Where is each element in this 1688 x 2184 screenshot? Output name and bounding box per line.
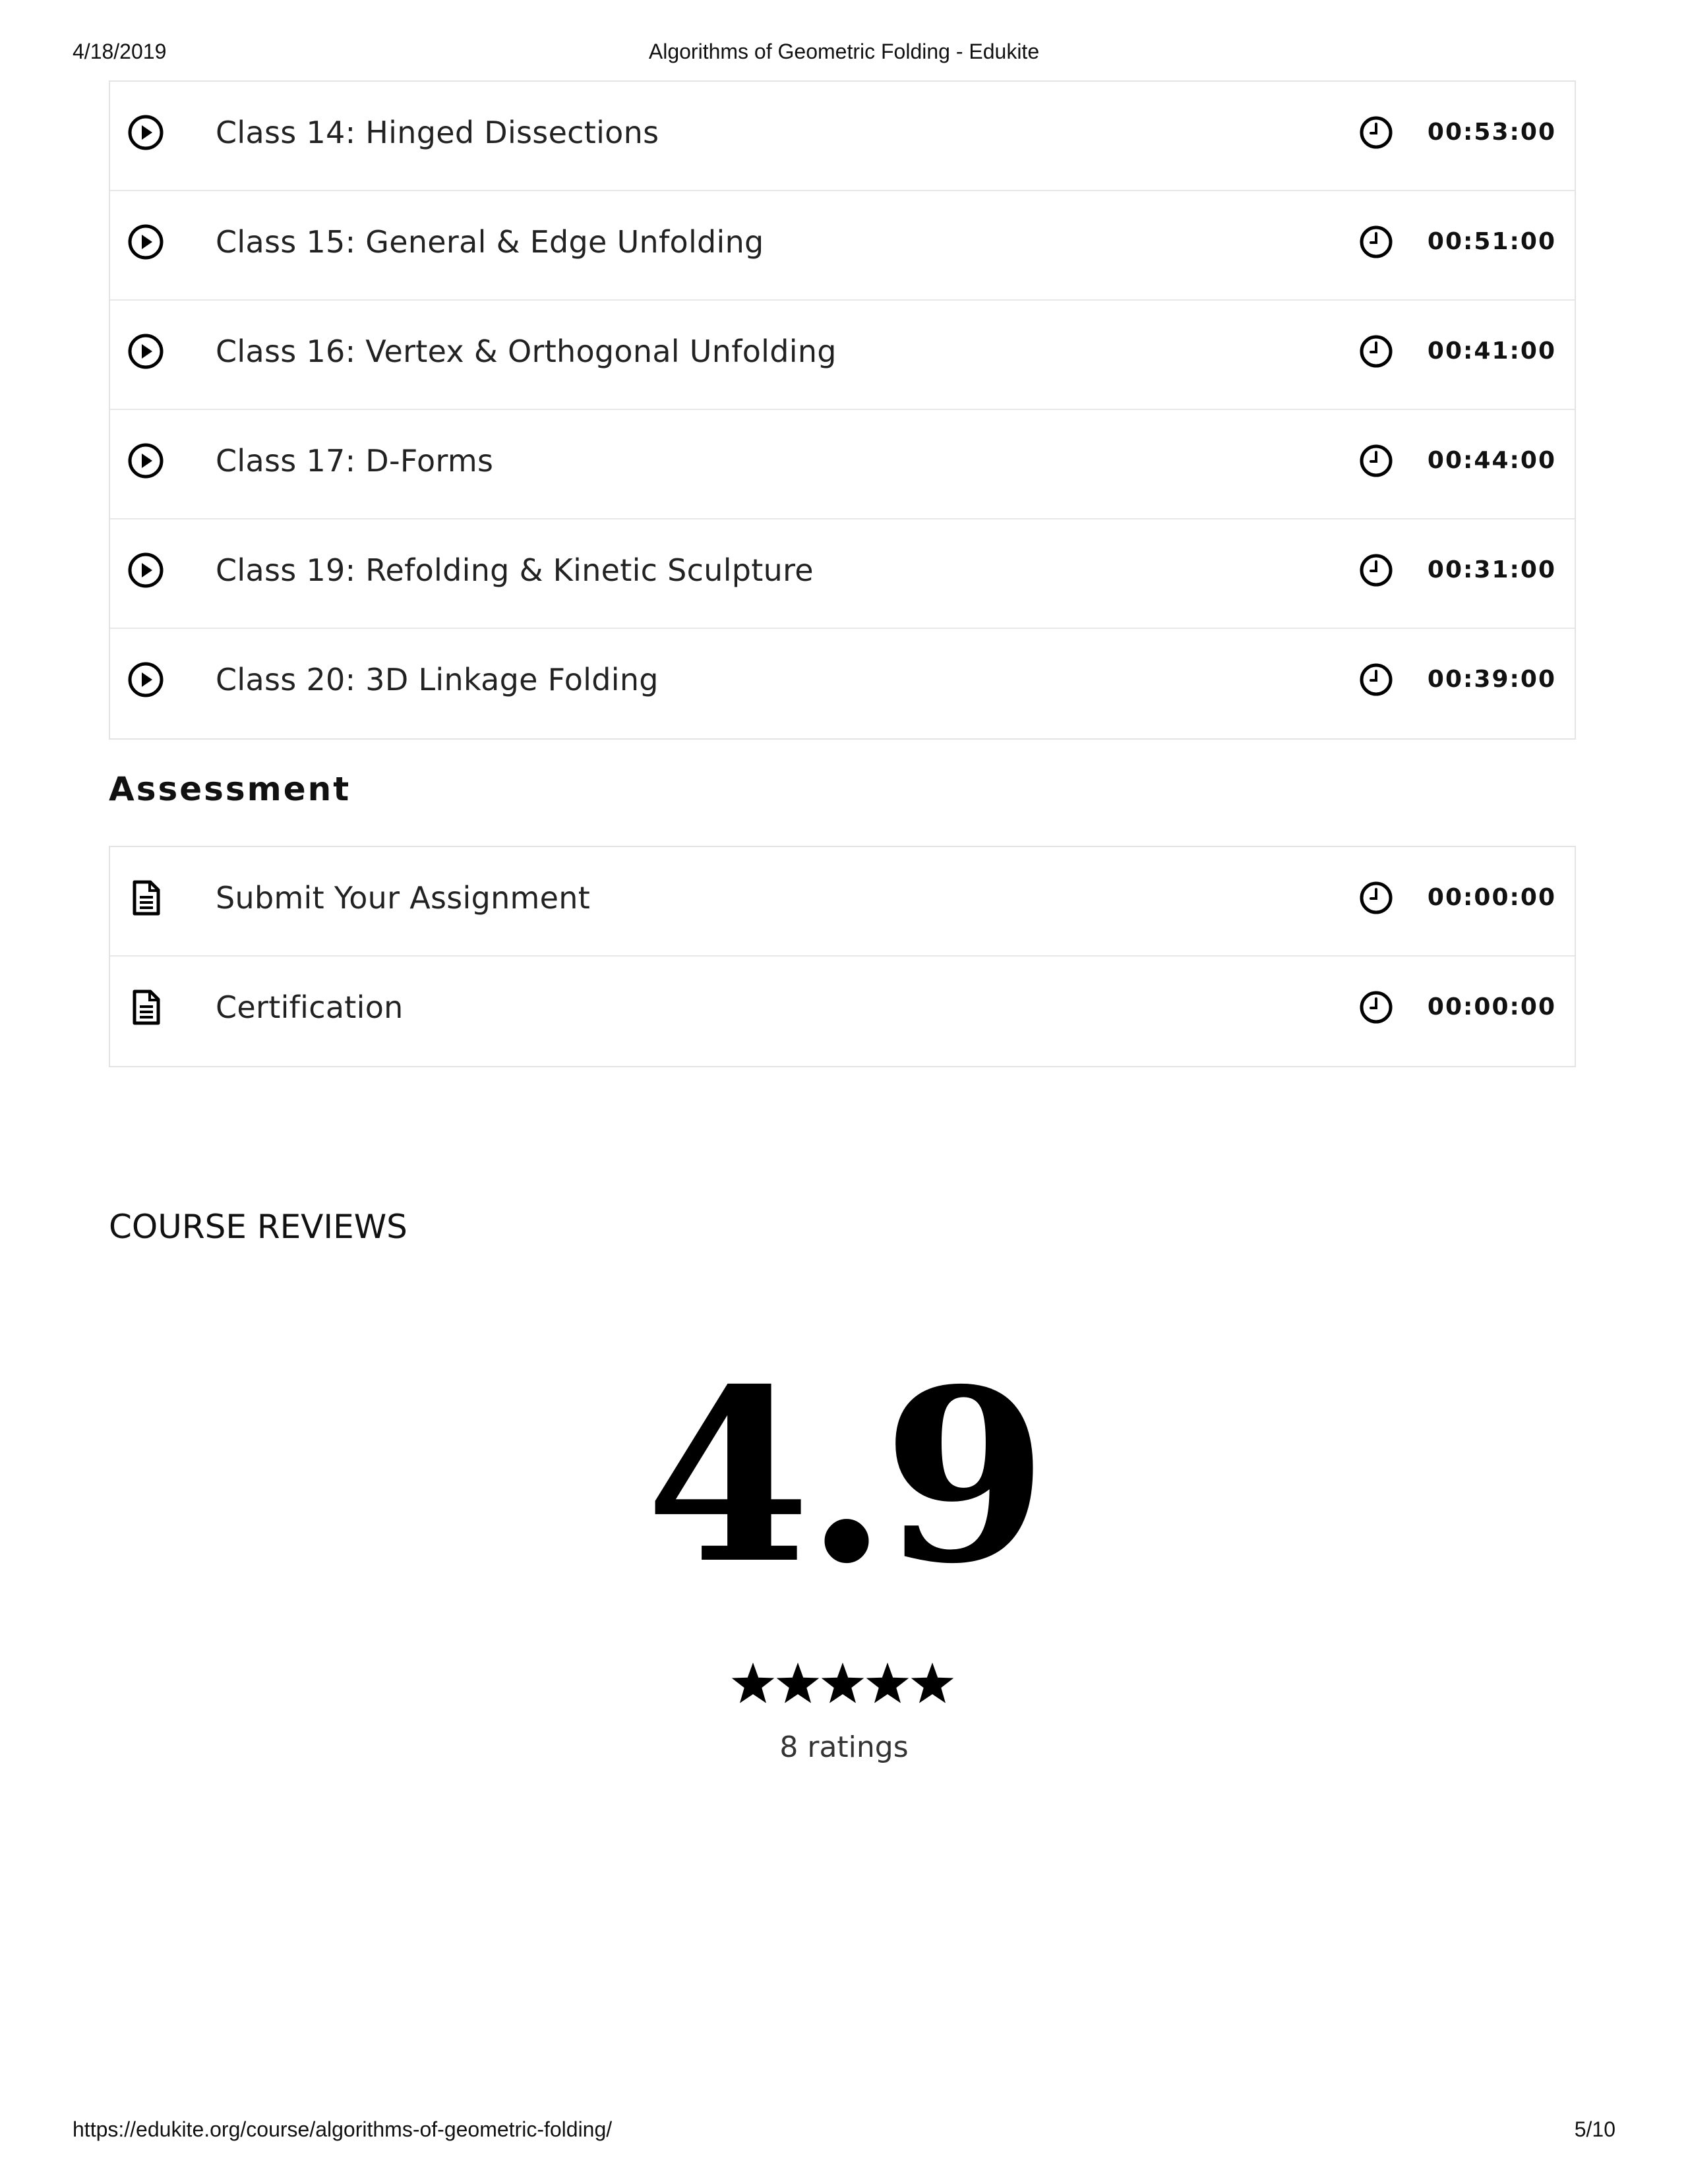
- lesson-title[interactable]: Class 14: Hinged Dissections: [216, 115, 659, 150]
- document-icon: [127, 879, 165, 917]
- clock-icon: [1358, 662, 1394, 697]
- document-icon: [127, 988, 165, 1026]
- star-icon: [732, 1663, 775, 1703]
- play-circle-icon: [127, 661, 165, 699]
- lesson-title[interactable]: Class 15: General & Edge Unfolding: [216, 224, 764, 260]
- print-footer: [0, 2117, 1688, 2146]
- lesson-duration: 00:51:00: [1427, 228, 1556, 255]
- lesson-title[interactable]: Class 20: 3D Linkage Folding: [216, 662, 659, 697]
- play-circle-icon: [127, 442, 165, 480]
- star-rating: [731, 1661, 955, 1709]
- assessment-title[interactable]: Certification: [216, 989, 404, 1025]
- course-reviews-heading: COURSE REVIEWS: [109, 1208, 407, 1246]
- lesson-row[interactable]: [110, 629, 1575, 738]
- play-circle-icon: [127, 113, 165, 152]
- lesson-list: [109, 80, 1576, 740]
- print-header: [0, 40, 1688, 69]
- clock-icon: [1358, 224, 1394, 260]
- star-icons: [732, 1663, 954, 1703]
- average-rating: 4.9: [645, 1337, 1043, 1616]
- print-date: 4/18/2019: [73, 40, 167, 63]
- ratings-count: 8 ratings: [779, 1730, 909, 1764]
- clock-icon: [1358, 880, 1394, 916]
- clock-icon: [1358, 443, 1394, 479]
- assessment-duration: 00:00:00: [1427, 993, 1556, 1020]
- lesson-row[interactable]: [110, 191, 1575, 301]
- star-icon: [777, 1663, 820, 1703]
- print-url: https://edukite.org/course/algorithms-of-geometric-folding/: [73, 2117, 613, 2141]
- assessment-row[interactable]: [110, 847, 1575, 957]
- assessment-row[interactable]: [110, 957, 1575, 1066]
- lesson-row[interactable]: [110, 410, 1575, 519]
- section-heading-assessment: Assessment: [109, 770, 351, 808]
- lesson-title[interactable]: Class 17: D-Forms: [216, 443, 494, 479]
- play-circle-icon: [127, 551, 165, 589]
- star-icon: [911, 1663, 954, 1703]
- stars-svg: [731, 1661, 955, 1709]
- lesson-title[interactable]: Class 19: Refolding & Kinetic Sculpture: [216, 552, 814, 588]
- assessment-list: [109, 846, 1576, 1067]
- assessment-title[interactable]: Submit Your Assignment: [216, 880, 591, 916]
- assessment-duration: 00:00:00: [1427, 884, 1556, 911]
- star-icon: [822, 1663, 864, 1703]
- play-circle-icon: [127, 223, 165, 261]
- lesson-row[interactable]: [110, 301, 1575, 410]
- clock-icon: [1358, 989, 1394, 1025]
- lesson-title[interactable]: Class 16: Vertex & Orthogonal Unfolding: [216, 334, 837, 369]
- lesson-duration: 00:31:00: [1427, 556, 1556, 583]
- star-icon: [866, 1663, 909, 1703]
- clock-icon: [1358, 115, 1394, 150]
- lesson-duration: 00:53:00: [1427, 119, 1556, 146]
- lesson-duration: 00:44:00: [1427, 447, 1556, 474]
- lesson-duration: 00:41:00: [1427, 338, 1556, 365]
- lesson-row[interactable]: [110, 519, 1575, 629]
- lesson-duration: 00:39:00: [1427, 666, 1556, 693]
- play-circle-icon: [127, 332, 165, 370]
- clock-icon: [1358, 334, 1394, 369]
- print-page-title: Algorithms of Geometric Folding - Edukite: [648, 40, 1040, 63]
- print-page-number: 5/10: [1574, 2117, 1615, 2141]
- clock-icon: [1358, 552, 1394, 588]
- lesson-row[interactable]: [110, 82, 1575, 191]
